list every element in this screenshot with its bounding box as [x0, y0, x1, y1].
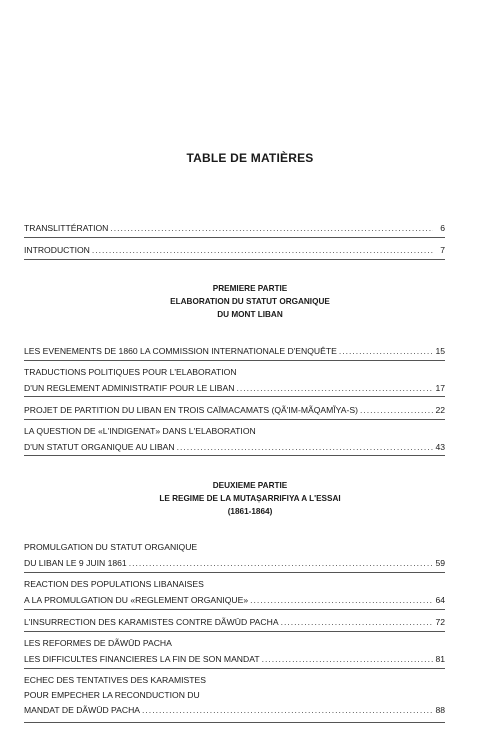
leader-dots: [142, 705, 433, 716]
toc-entry-label: POUR EMPECHER LA RECONDUCTION DU: [24, 690, 200, 700]
toc-line: [24, 223, 445, 234]
toc-entry[interactable]: [24, 405, 445, 416]
toc-line: [24, 367, 445, 378]
toc-page-number: 7: [440, 245, 445, 255]
part-title: ELABORATION DU STATUT ORGANIQUE: [170, 297, 330, 306]
toc-line: [24, 654, 445, 665]
toc-entry-label: LES EVENEMENTS DE 1860 LA COMMISSION INTERNATIONALE D'ENQUÊTE: [24, 346, 337, 356]
toc-entry-label: LA QUESTION DE «L'INDIGENAT» DANS L'ELABORATION: [24, 426, 256, 436]
toc-entry-label: A LA PROMULGATION DU «REGLEMENT ORGANIQUE»: [24, 595, 249, 605]
toc-entry-label: INTRODUCTION: [24, 245, 90, 255]
divider: [24, 455, 445, 456]
divider: [24, 419, 445, 420]
toc-entry-label: D'UN REGLEMENT ADMINISTRATIF POUR LE LIBAN: [24, 383, 235, 393]
leader-dots: [110, 223, 433, 234]
toc-entry[interactable]: [24, 638, 445, 665]
toc-page-number: 6: [440, 223, 445, 233]
toc-line: [24, 675, 445, 686]
toc-entry[interactable]: [24, 579, 445, 606]
toc-entry[interactable]: [24, 346, 445, 357]
toc-line: [24, 245, 445, 256]
toc-page-number: 72: [435, 617, 445, 627]
toc-entry[interactable]: [24, 426, 445, 453]
divider: [24, 259, 445, 260]
leader-dots: [129, 558, 433, 569]
part-label: PREMIERE PARTIE: [212, 284, 288, 293]
toc-line: [24, 442, 445, 453]
leader-dots: [92, 245, 433, 256]
toc-entry-introduction[interactable]: [24, 245, 445, 256]
divider: [24, 572, 445, 573]
leader-dots: [250, 595, 433, 606]
toc-line: [24, 542, 445, 553]
toc-entry-label: LES REFORMES DE DÃWŪD PACHA: [24, 638, 172, 648]
part-subtitle: DU MONT LIBAN: [217, 310, 283, 319]
part-heading-2: [0, 479, 500, 518]
toc-line: [24, 383, 445, 394]
leader-dots: [236, 383, 433, 394]
toc-page-number: 17: [435, 383, 445, 393]
toc-entry-label: REACTION DES POPULATIONS LIBANAISES: [24, 579, 204, 589]
leader-dots: [281, 617, 433, 628]
toc-entry-label: D'UN STATUT ORGANIQUE AU LIBAN: [24, 442, 175, 452]
part-subtitle: (1861-1864): [227, 507, 273, 516]
toc-line: [24, 426, 445, 437]
part-heading-1: [0, 282, 500, 321]
toc-page-number: 64: [435, 595, 445, 605]
toc-entry-label: PROMULGATION DU STATUT ORGANIQUE: [24, 542, 198, 552]
toc-entry[interactable]: [24, 367, 445, 394]
part-label: DEUXIEME PARTIE: [212, 481, 288, 490]
part-title: LE REGIME DE LA MUTAṢARRIFIYA A L'ESSAI: [159, 494, 341, 503]
toc-entry-label: LES DIFFICULTES FINANCIERES LA FIN DE SON MANDAT: [24, 654, 260, 664]
divider: [24, 396, 445, 397]
toc-line: [24, 690, 445, 701]
toc-page-number: 43: [435, 442, 445, 452]
toc-line: [24, 705, 445, 716]
toc-entry-label: DU LIBAN LE 9 JUIN 1861: [24, 558, 127, 568]
toc-page-number: 81: [435, 654, 445, 664]
toc-line: [24, 579, 445, 590]
toc-entry-transliteration[interactable]: [24, 223, 445, 234]
page-title: TABLE DE MATIÈRES: [186, 151, 314, 165]
toc-page-number: 59: [435, 558, 445, 568]
toc-line: [24, 558, 445, 569]
leader-dots: [177, 442, 433, 453]
toc-page-number: 88: [435, 705, 445, 715]
divider: [24, 609, 445, 610]
divider: [24, 237, 445, 238]
toc-entry[interactable]: [24, 542, 445, 569]
toc-entry-label: MANDAT DE DÃWŪD PACHA: [24, 705, 141, 715]
divider: [24, 360, 445, 361]
toc-entry[interactable]: [24, 675, 445, 716]
toc-entry-label: ECHEC DES TENTATIVES DES KARAMISTES: [24, 675, 206, 685]
toc-line: [24, 638, 445, 649]
leader-dots: [262, 654, 433, 665]
toc-line: [24, 346, 445, 357]
leader-dots: [339, 346, 433, 357]
toc-line: [24, 405, 445, 416]
divider: [24, 668, 445, 669]
divider: [24, 722, 445, 723]
leader-dots: [360, 405, 433, 416]
toc-entry-label: L'INSURRECTION DES KARAMISTES CONTRE DÃWŪD PACHA: [24, 617, 279, 627]
toc-entry[interactable]: [24, 617, 445, 628]
toc-line: [24, 595, 445, 606]
divider: [24, 631, 445, 632]
toc-entry-label: TRANSLITTÉRATION: [24, 223, 109, 233]
toc-page-number: 22: [435, 405, 445, 415]
toc-line: [24, 617, 445, 628]
toc-entry-label: PROJET DE PARTITION DU LIBAN EN TROIS CAÏMACAMATS (QÃ'IM-MÃQAMĨYA-S): [24, 405, 358, 415]
toc-page-number: 15: [435, 346, 445, 356]
toc-entry-label: TRADUCTIONS POLITIQUES POUR L'ELABORATION: [24, 367, 237, 377]
